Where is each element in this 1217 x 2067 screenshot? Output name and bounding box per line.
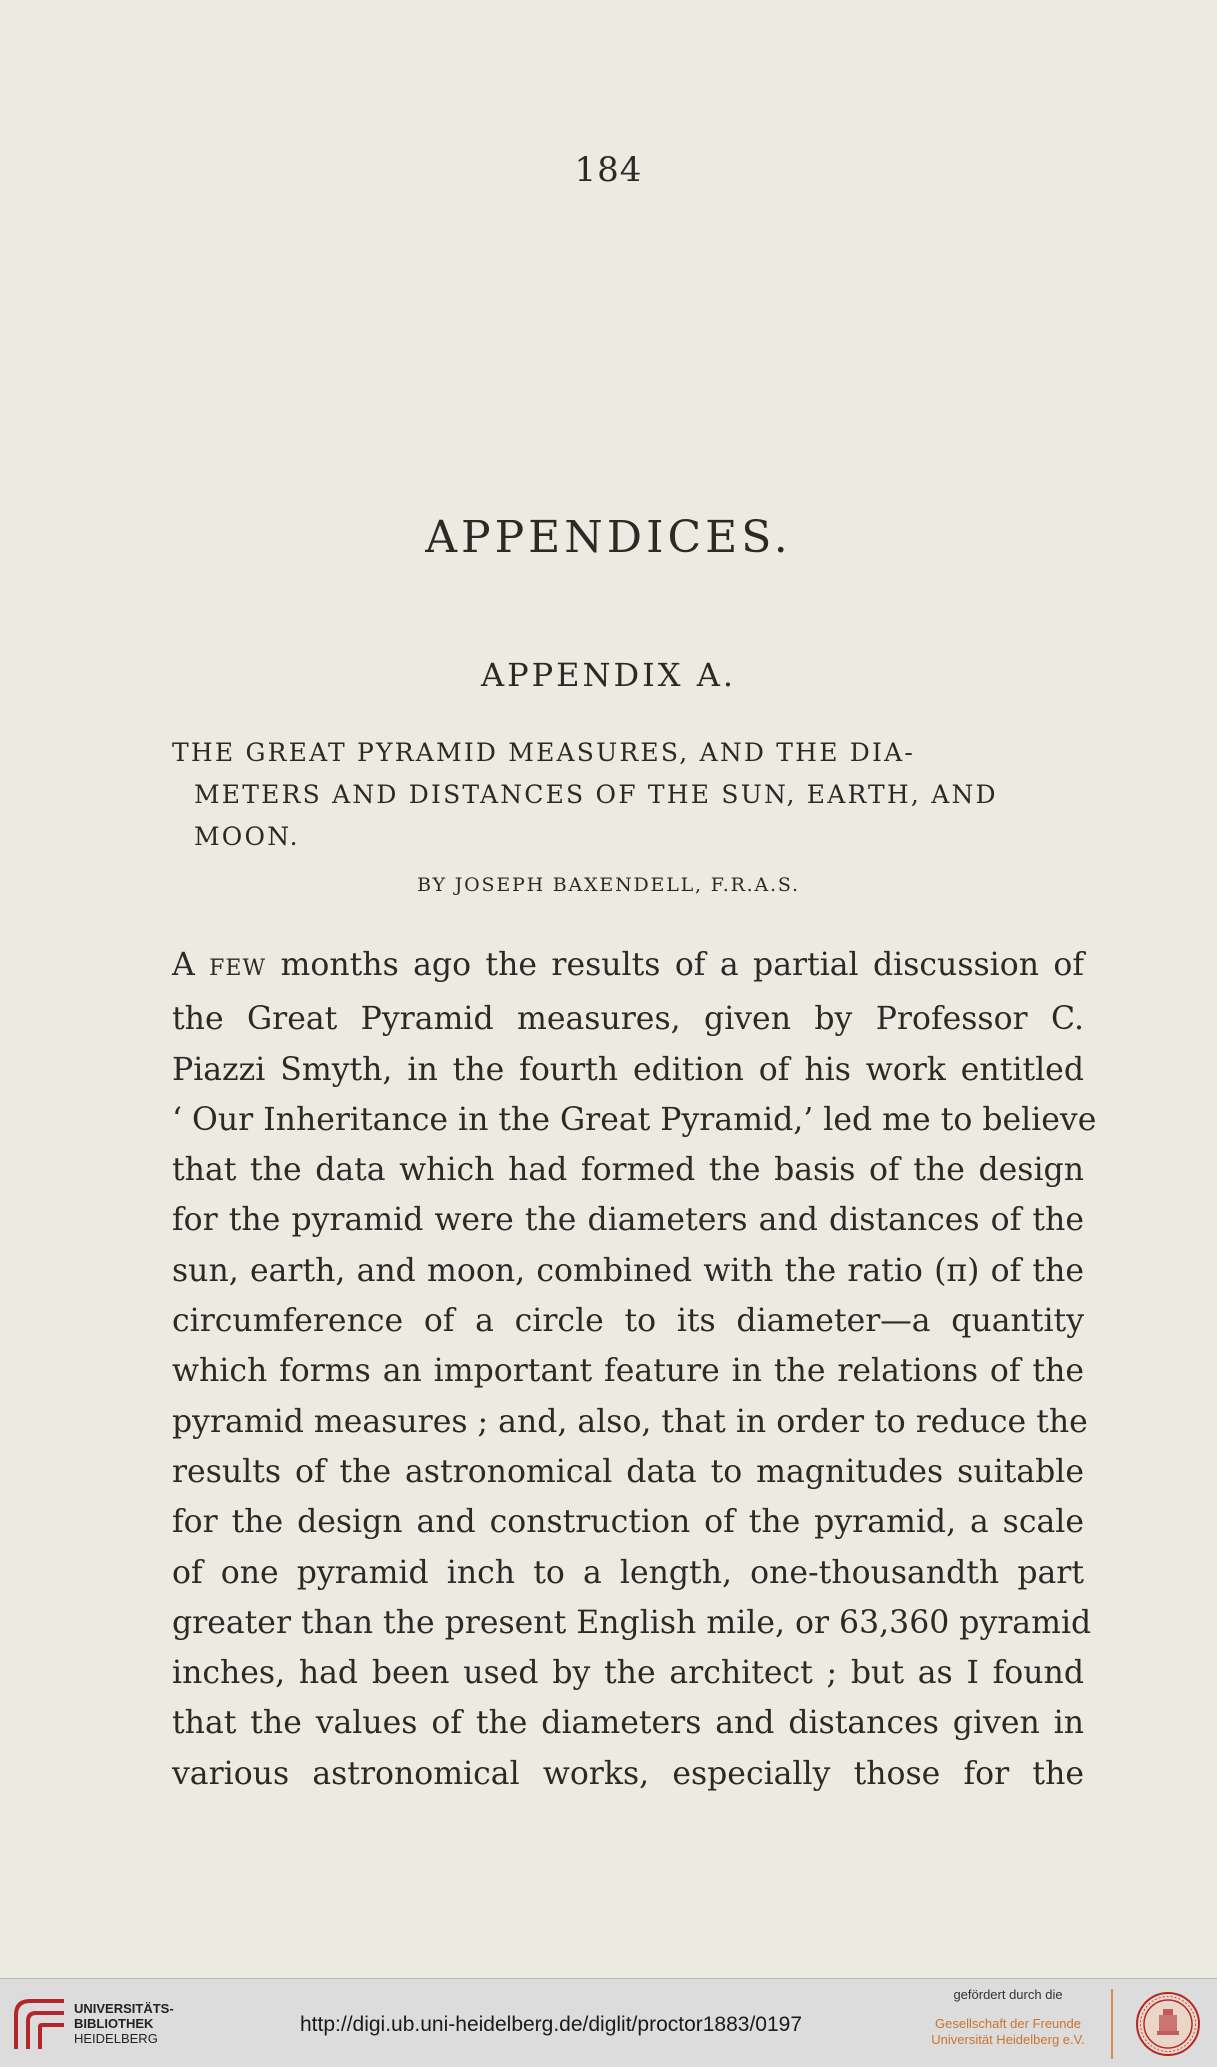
body-line: which forms an important feature in the relations of the: [172, 1353, 1084, 1390]
permalink-url[interactable]: http://digi.ub.uni-heidelberg.de/diglit/proctor1883/0197: [300, 2013, 803, 2036]
body-line: results of the astronomical data to magnitudes suitable: [172, 1453, 1084, 1490]
sponsor-name: Gesellschaft der Freunde: [935, 2016, 1081, 2031]
body-line: various astronomical works, especially those for the: [172, 1755, 1084, 1792]
subject-line: METERS AND DISTANCES OF THE SUN, EARTH, AND: [194, 780, 998, 809]
appendix-heading: APPENDIX A.: [480, 656, 737, 694]
body-line: ‘ Our Inheritance in the Great Pyramid,’ led me to believe: [172, 1101, 1097, 1138]
footer-divider: [1111, 1989, 1113, 2059]
library-logo-icon: [10, 1995, 68, 2051]
author-byline: BY JOSEPH BAXENDELL, F.R.A.S.: [417, 874, 800, 896]
body-line: inches, had been used by the architect ; but as I found: [172, 1655, 1084, 1692]
body-line: circumference of a circle to its diameter—a quantity: [172, 1303, 1084, 1340]
body-first-line-rest: months ago the results of a partial discussion of: [280, 947, 1085, 983]
sponsor-name: Universität Heidelberg e.V.: [931, 2032, 1085, 2047]
library-name-line: HEIDELBERG: [74, 2031, 158, 2046]
body-line: [172, 940, 1084, 994]
sponsor-block: [913, 1987, 1103, 2048]
body-text: [172, 940, 1097, 1799]
sponsor-caption: gefördert durch die: [953, 1987, 1063, 2002]
body-line: the Great Pyramid measures, given by Professor C.: [172, 1001, 1084, 1038]
university-seal-icon: [1133, 1991, 1203, 2057]
body-line: greater than the present English mile, or 63,360 pyramid: [172, 1604, 1092, 1641]
body-first-word: A: [172, 947, 195, 983]
appendix-subject: [172, 732, 1084, 858]
library-name: [74, 2001, 174, 2046]
page-title: APPENDICES.: [425, 512, 792, 563]
body-line: that the values of the diameters and distances given in: [172, 1705, 1084, 1742]
body-line: pyramid measures ; and, also, that in order to reduce the: [172, 1403, 1088, 1440]
body-line: Piazzi Smyth, in the fourth edition of his work entitled: [172, 1051, 1084, 1088]
subject-line: MOON.: [194, 822, 300, 851]
page-number: 184: [574, 150, 643, 190]
body-line: for the pyramid were the diameters and distances of the: [172, 1202, 1084, 1239]
body-line: for the design and construction of the pyramid, a scale: [172, 1504, 1084, 1541]
body-smallcaps: FEW: [209, 956, 267, 981]
library-name-line: UNIVERSITÄTS-: [74, 2001, 174, 2016]
body-line: that the data which had formed the basis of the design: [172, 1152, 1084, 1189]
body-line: sun, earth, and moon, combined with the ratio (π) of the: [172, 1252, 1084, 1289]
digitization-footer: [0, 1978, 1217, 2067]
body-line: of one pyramid inch to a length, one-thousandth part: [172, 1554, 1084, 1591]
library-name-line: BIBLIOTHEK: [74, 2016, 154, 2031]
subject-line: THE GREAT PYRAMID MEASURES, AND THE DIA-: [172, 738, 916, 767]
